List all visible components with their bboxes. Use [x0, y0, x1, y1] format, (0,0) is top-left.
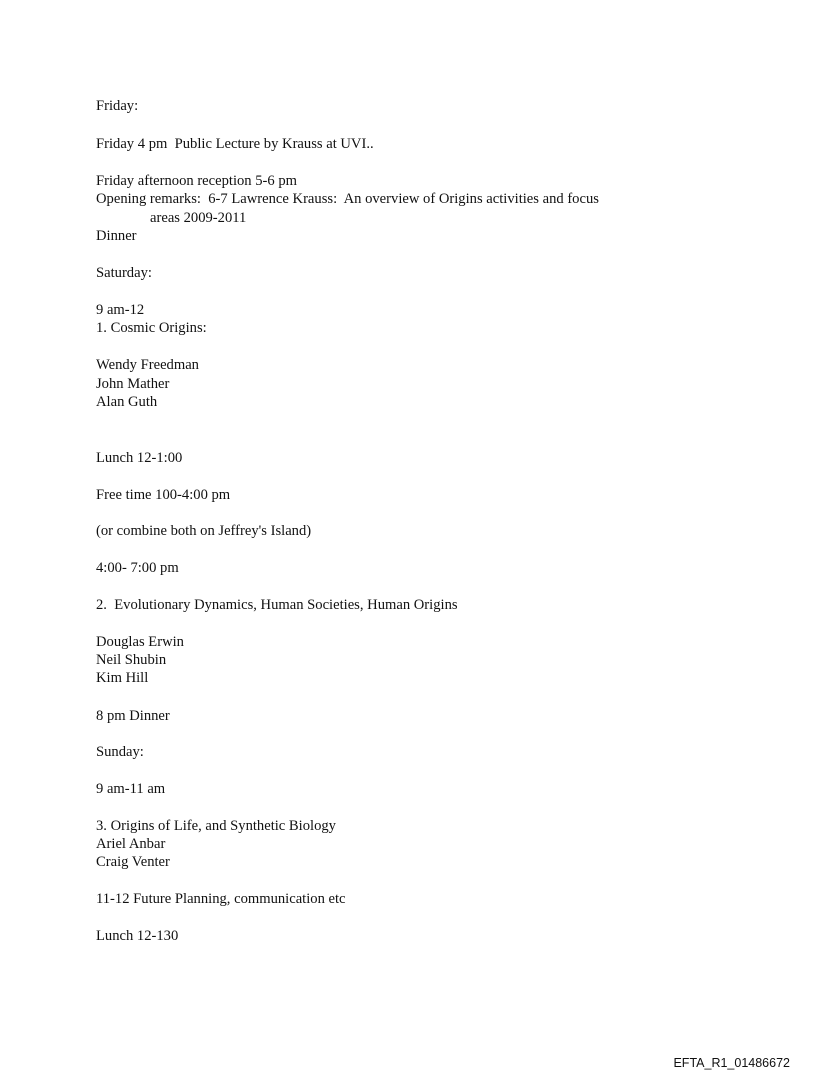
heading-sunday: Sunday:: [96, 744, 144, 760]
speaker-name: Ariel Anbar: [96, 836, 166, 852]
free-time-note: (or combine both on Jeffrey's Island): [96, 523, 312, 539]
document-id-stamp: EFTA_R1_01486672: [673, 1056, 790, 1070]
speaker-name: Douglas Erwin: [96, 634, 184, 650]
opening-remarks: Opening remarks: 6-7 Lawrence Krauss: An overview of Origins activities and focus: [96, 191, 599, 207]
opening-remarks-continued: areas 2009-2011: [150, 210, 247, 226]
speaker-name: Alan Guth: [96, 394, 158, 410]
future-planning: 11-12 Future Planning, communication etc: [96, 891, 346, 907]
speaker-name: Craig Venter: [96, 854, 170, 870]
friday-lecture: Friday 4 pm Public Lecture by Krauss at UVI..: [96, 136, 374, 152]
speaker-name: John Mather: [96, 376, 170, 392]
friday-dinner: Dinner: [96, 228, 137, 244]
saturday-afternoon-time: 4:00- 7:00 pm: [96, 560, 179, 576]
sunday-morning-time: 9 am-11 am: [96, 781, 166, 797]
saturday-free-time: Free time 100-4:00 pm: [96, 487, 231, 503]
saturday-lunch: Lunch 12-1:00: [96, 450, 183, 466]
heading-saturday: Saturday:: [96, 265, 152, 281]
speaker-name: Neil Shubin: [96, 652, 167, 668]
heading-friday: Friday:: [96, 98, 139, 114]
session-cosmic-origins: 1. Cosmic Origins:: [96, 320, 207, 336]
friday-reception: Friday afternoon reception 5-6 pm: [96, 173, 298, 189]
sunday-lunch: Lunch 12-130: [96, 928, 179, 944]
session-origins-of-life: 3. Origins of Life, and Synthetic Biology: [96, 818, 336, 834]
session-evolutionary-dynamics: 2. Evolutionary Dynamics, Human Societies, Human Origins: [96, 597, 458, 613]
speaker-name: Kim Hill: [96, 670, 149, 686]
speaker-name: Wendy Freedman: [96, 357, 199, 373]
saturday-dinner: 8 pm Dinner: [96, 708, 170, 724]
saturday-morning-time: 9 am-12: [96, 302, 145, 318]
